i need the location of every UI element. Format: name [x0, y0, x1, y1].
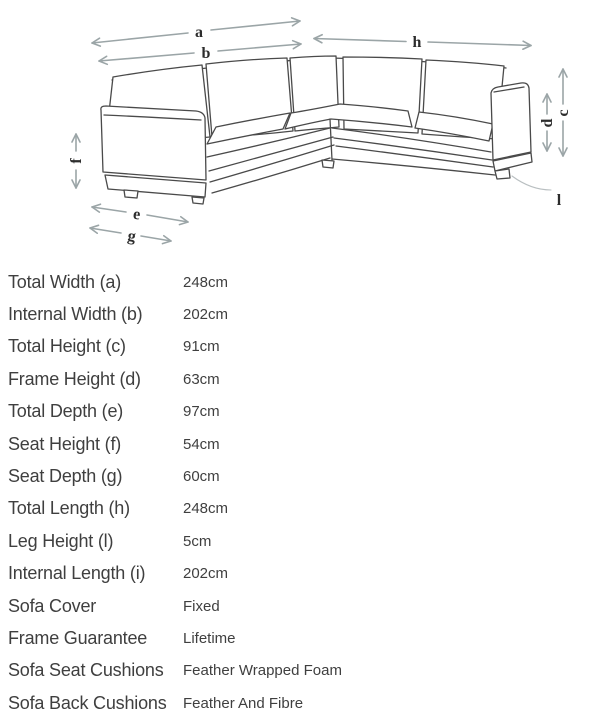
spec-label: Total Height (c) — [8, 336, 126, 357]
plinth-bottom-left — [212, 158, 330, 193]
spec-value: Feather And Fibre — [183, 694, 304, 712]
plinth-bottom-right — [332, 159, 495, 175]
spec-label: Sofa Seat Cushions — [8, 660, 164, 681]
spec-value: Feather Wrapped Foam — [183, 662, 342, 680]
spec-row — [8, 655, 606, 687]
dimension-label-b: b — [201, 45, 211, 62]
dimension-label-e: e — [131, 205, 142, 224]
spec-label: Seat Depth (g) — [8, 466, 123, 487]
sofa-foot — [322, 160, 334, 168]
spec-value: 60cm — [183, 468, 220, 486]
sofa-foot — [495, 169, 510, 179]
spec-label: Total Length (h) — [8, 498, 130, 519]
spec-row — [8, 687, 606, 719]
spec-value: 248cm — [183, 500, 229, 518]
plinth-top-left — [210, 145, 334, 182]
sofa-foot — [124, 190, 138, 198]
dimension-label-f: f — [68, 158, 85, 164]
spec-value: 5cm — [183, 532, 212, 550]
sofa-foot — [192, 197, 204, 204]
dimension-label-h: h — [412, 34, 422, 51]
spec-label: Sofa Cover — [8, 595, 97, 616]
spec-value: 91cm — [183, 338, 220, 356]
spec-row — [8, 363, 606, 395]
spec-row — [8, 493, 606, 525]
spec-label: Internal Length (i) — [8, 563, 146, 584]
dimension-label-a: a — [195, 24, 203, 41]
dimension-label-d: d — [539, 118, 556, 128]
spec-row — [8, 428, 606, 460]
spec-label: Total Width (a) — [8, 271, 122, 292]
spec-value: 202cm — [183, 565, 229, 583]
spec-row — [8, 298, 606, 330]
spec-row — [8, 331, 606, 363]
sofa-dimension-diagram — [0, 0, 606, 266]
spec-label: Frame Guarantee — [8, 627, 148, 648]
spec-value: 248cm — [183, 273, 229, 291]
spec-label: Leg Height (l) — [8, 530, 114, 551]
spec-row — [8, 622, 606, 654]
spec-value: 202cm — [183, 306, 229, 324]
dimension-arrow-h — [314, 39, 531, 46]
spec-value: Fixed — [183, 597, 220, 615]
right-arm — [491, 83, 531, 160]
spec-value: 63cm — [183, 370, 220, 388]
spec-label: Internal Width (b) — [8, 304, 143, 325]
spec-value: 54cm — [183, 435, 220, 453]
dimension-label-g: g — [126, 227, 138, 246]
spec-row — [8, 266, 606, 298]
spec-row — [8, 558, 606, 590]
spec-label: Total Depth (e) — [8, 401, 124, 422]
spec-label: Seat Height (f) — [8, 433, 122, 454]
spec-value: Lifetime — [183, 629, 236, 647]
spec-label: Frame Height (d) — [8, 368, 141, 389]
spec-row — [8, 525, 606, 557]
sofa-sketch — [101, 56, 532, 204]
spec-row — [8, 396, 606, 428]
spec-row — [8, 590, 606, 622]
leg-pointer-curve — [512, 176, 551, 190]
spec-row — [8, 460, 606, 492]
spec-label: Sofa Back Cushions — [8, 692, 167, 713]
dimension-label-c: c — [555, 109, 572, 117]
sofa-sketch-svg — [0, 0, 606, 266]
spec-value: 97cm — [183, 403, 220, 421]
specification-table — [0, 266, 606, 719]
dimension-label-l: l — [556, 192, 562, 209]
